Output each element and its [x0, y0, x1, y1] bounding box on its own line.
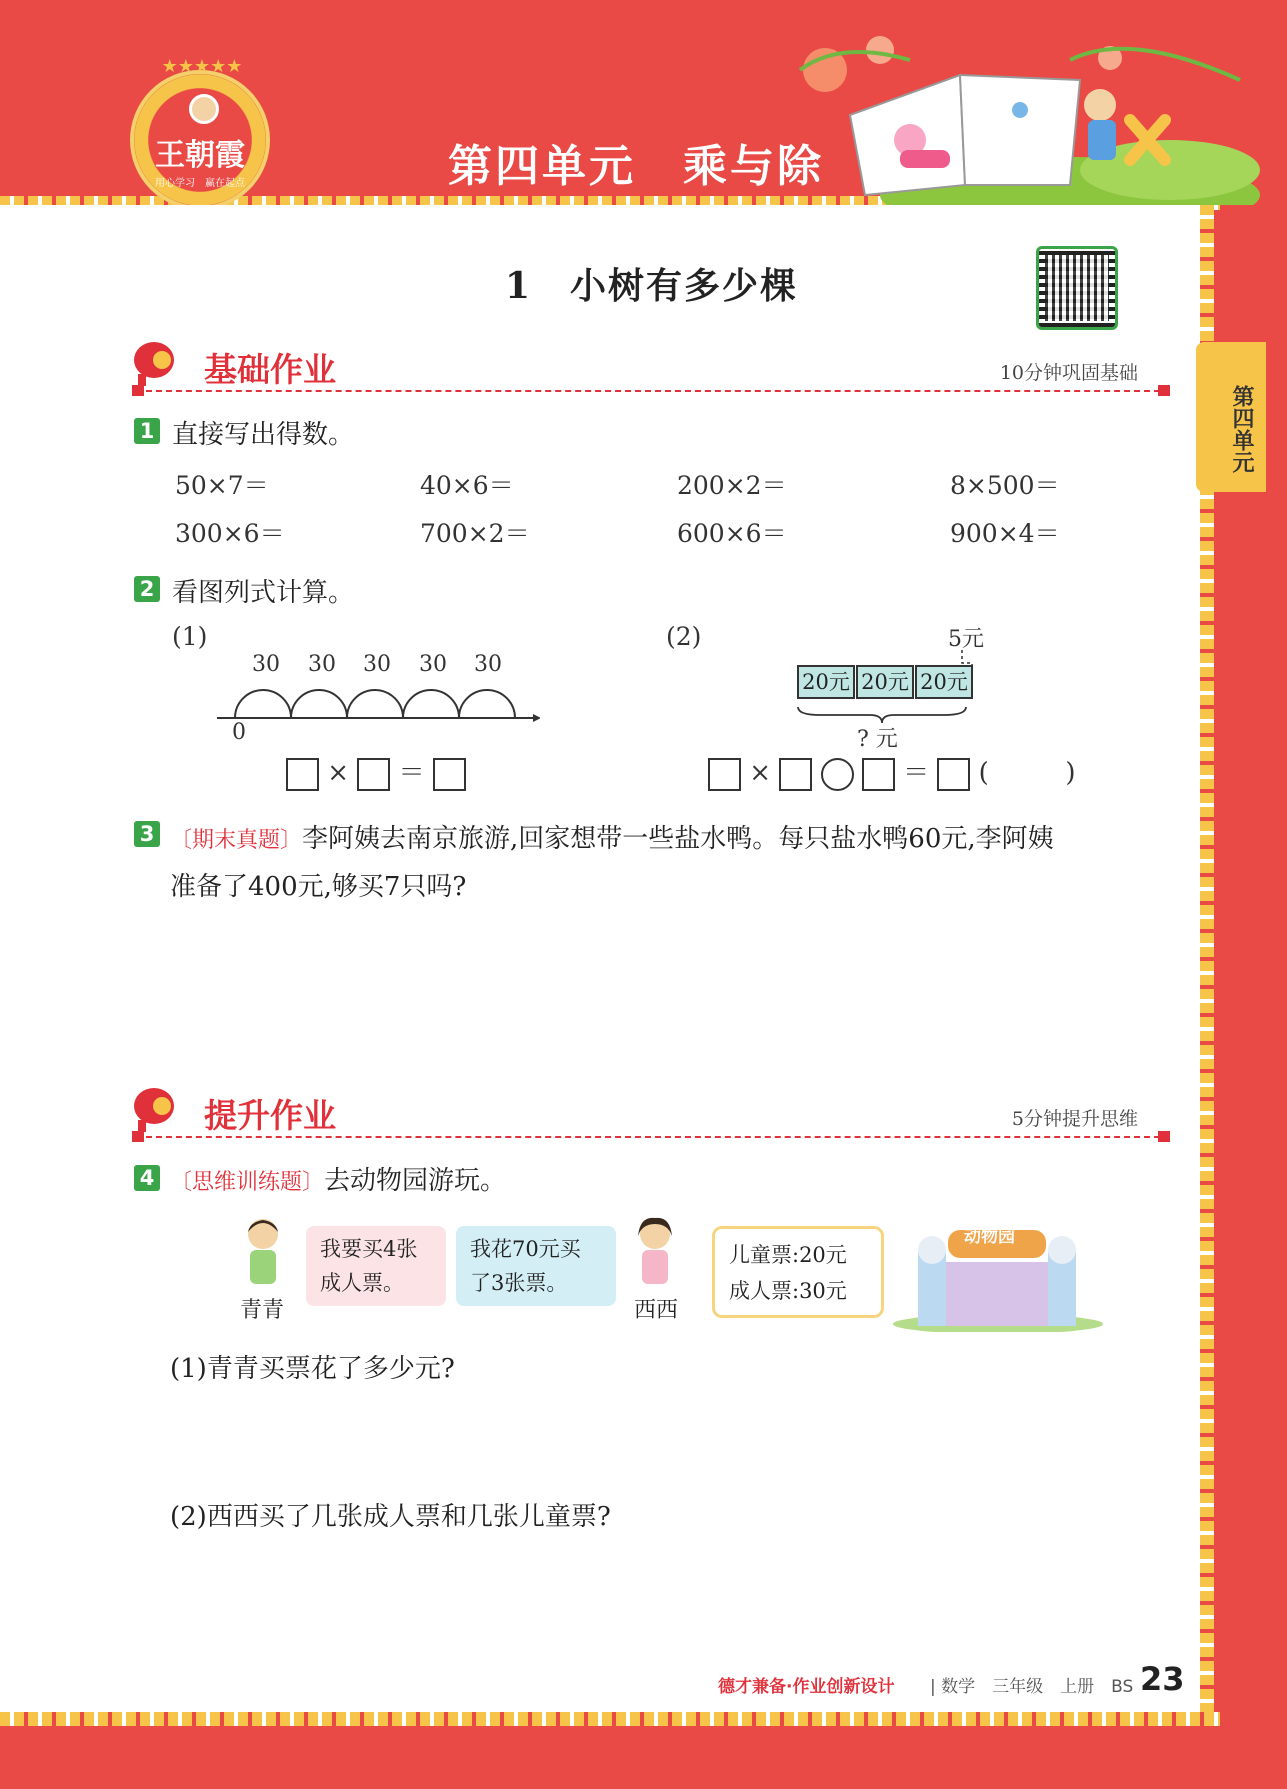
question-number: 3 — [134, 821, 160, 847]
unit-side-tab[interactable]: 第四单元 — [1196, 342, 1266, 492]
number-line-zero: 0 — [232, 720, 246, 745]
answer-box[interactable] — [433, 758, 466, 791]
lightbulb-icon — [130, 338, 180, 386]
answer-box[interactable] — [779, 758, 812, 791]
question-prompt — [170, 1160, 506, 1197]
operator-circle[interactable] — [821, 758, 854, 791]
logo-slogan: 用心学习 赢在起点 — [155, 178, 245, 189]
section-basic-homework — [130, 336, 1170, 396]
question-tag: 〔思维训练题〕 — [170, 1170, 325, 1195]
qr-code[interactable] — [1036, 246, 1118, 330]
footer-series: 德才兼备·作业创新设计 — [718, 1677, 895, 1697]
question-number: 1 — [134, 418, 160, 444]
jump-label: 30 — [363, 652, 391, 677]
answer-equation — [286, 752, 466, 791]
xixi-illustration — [628, 1214, 682, 1294]
calc-item: 8×500＝ — [950, 471, 1060, 500]
question-tag: 〔期末真题〕 — [170, 828, 303, 853]
divider-end-mark — [1158, 385, 1170, 396]
divider-end-mark — [1158, 1131, 1170, 1142]
speech-line: 我要买4张 — [320, 1237, 418, 1261]
lesson-title: 1 小树有多少棵 — [505, 265, 799, 307]
zoo-sign: 动物园 — [964, 1227, 1015, 1247]
qingqing-speech-bubble — [306, 1226, 446, 1306]
bottom-wave-border — [0, 1712, 1220, 1726]
section-time-note: 5分钟提升思维 — [1011, 1108, 1138, 1130]
section-divider — [136, 390, 1170, 392]
price-adult: 成人票:30元 — [729, 1279, 847, 1303]
question-prompt: 看图列式计算。 — [172, 578, 355, 608]
answer-box[interactable] — [286, 758, 319, 791]
jump-label: 30 — [474, 652, 502, 677]
qingqing-name: 青青 — [240, 1298, 285, 1323]
avatar — [189, 94, 219, 124]
calc-item: 700×2＝ — [420, 519, 530, 548]
unit-title: 第四单元 乘与除 — [448, 141, 824, 192]
jump-label: 30 — [419, 652, 447, 677]
answer-box[interactable] — [862, 758, 895, 791]
question-number: 4 — [134, 1165, 160, 1191]
question-text — [170, 816, 1170, 910]
question-line-2: 准备了400元,够买7只吗? — [170, 872, 467, 902]
speech-line: 我花70元买 — [470, 1237, 581, 1261]
section-title: 基础作业 — [204, 350, 336, 389]
calc-item: 50×7＝ — [175, 471, 269, 500]
extra-amount-label: 5元 — [948, 627, 984, 652]
answer-equation — [708, 752, 1076, 791]
part-label: (1) — [172, 622, 208, 651]
calc-item: 40×6＝ — [420, 471, 514, 500]
question-prompt-text: 去动物园游玩。 — [324, 1166, 507, 1196]
section-title: 提升作业 — [204, 1096, 336, 1135]
page-number: 23 — [1140, 1660, 1185, 1698]
answer-box[interactable] — [937, 758, 970, 791]
logo-name: 王朝霞 — [155, 138, 245, 173]
footer-info: | 数学 三年级 上册 BS — [930, 1677, 1134, 1697]
section-advanced-homework — [130, 1082, 1170, 1142]
jump-label: 30 — [252, 652, 280, 677]
equals-sign: ＝ — [903, 758, 930, 788]
unit-paren-open: ( — [978, 758, 989, 788]
question-number: 2 — [134, 576, 160, 602]
speech-line: 成人票。 — [320, 1271, 404, 1295]
brand-logo — [130, 56, 270, 210]
subquestion-1: (1)青青买票花了多少元? — [170, 1354, 455, 1384]
book-illustration — [770, 20, 1260, 205]
bar-segment: 20元 — [797, 665, 855, 699]
unit-paren-close: ) — [1065, 758, 1076, 788]
calc-item: 600×6＝ — [677, 519, 787, 548]
subquestion-2: (2)西西买了几张成人票和几张儿童票? — [170, 1502, 611, 1532]
question-line-1: 李阿姨去南京旅游,回家想带一些盐水鸭。每只盐水鸭60元,李阿姨 — [302, 824, 1054, 854]
part-label: (2) — [666, 622, 702, 651]
lightbulb-icon — [130, 1084, 180, 1132]
equals-sign: ＝ — [398, 758, 425, 788]
star-icons: ★★★★★ — [161, 56, 243, 77]
bar-segment: 20元 — [915, 665, 973, 699]
total-question-label: ? 元 — [857, 727, 898, 752]
calc-item: 300×6＝ — [175, 519, 285, 548]
number-line — [215, 676, 540, 728]
xixi-name: 西西 — [634, 1298, 679, 1323]
section-divider — [136, 1136, 1170, 1138]
bar-segment: 20元 — [856, 665, 914, 699]
divider-end-mark — [132, 1131, 144, 1142]
ticket-price-board — [712, 1226, 884, 1318]
xixi-speech-bubble — [456, 1226, 616, 1306]
times-sign: × — [749, 758, 772, 788]
calc-item: 200×2＝ — [677, 471, 787, 500]
times-sign: × — [327, 758, 350, 788]
qingqing-illustration — [236, 1214, 290, 1294]
divider-end-mark — [132, 385, 144, 396]
bracket-diagram — [790, 645, 980, 725]
speech-line: 了3张票。 — [470, 1271, 568, 1295]
answer-box[interactable] — [357, 758, 390, 791]
answer-box[interactable] — [708, 758, 741, 791]
section-time-note: 10分钟巩固基础 — [999, 362, 1138, 384]
price-child: 儿童票:20元 — [729, 1243, 847, 1267]
question-prompt: 直接写出得数。 — [172, 420, 355, 450]
calc-item: 900×4＝ — [950, 519, 1060, 548]
jump-label: 30 — [308, 652, 336, 677]
